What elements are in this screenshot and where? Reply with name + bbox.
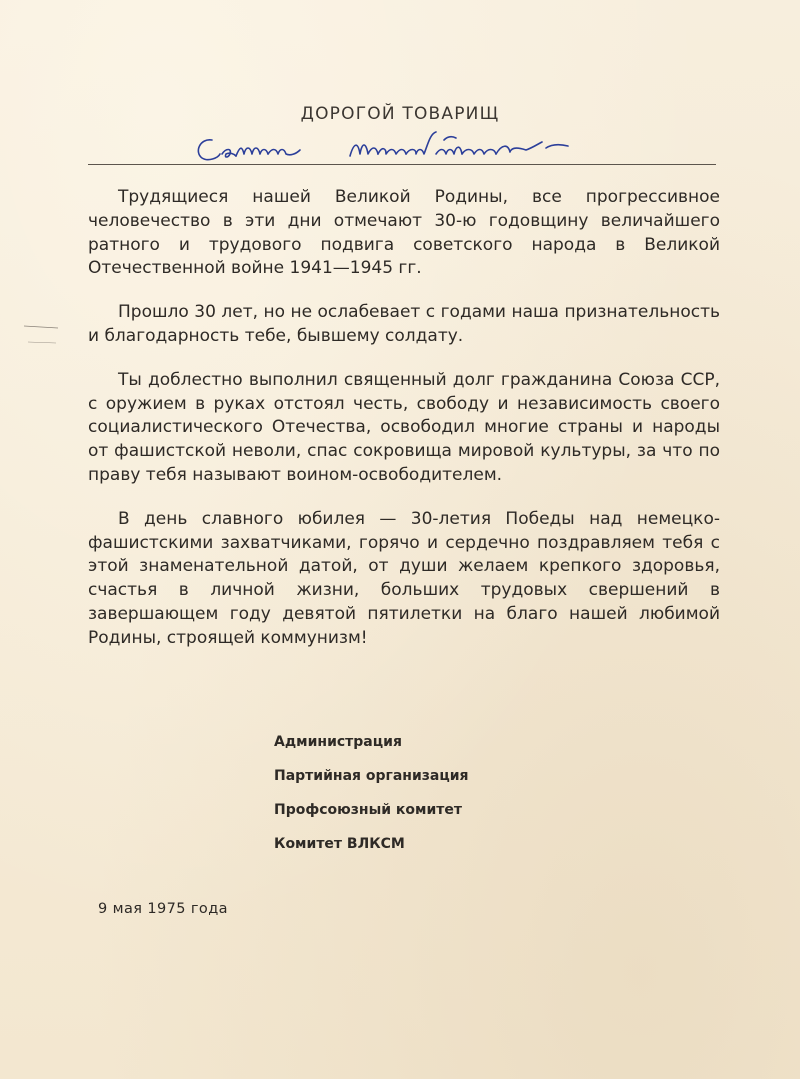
paragraph-2: Прошло 30 лет, но не ослабевает с годами наша признательность и благодарность тебе, бывшему солдату. — [88, 302, 720, 346]
paragraph-3: Ты доблестно выполнил священный долг гражданина Союза ССР, с оружием в руках отстоял честь, свободу и независимость своего социалистического Отечества, освободил многие страны и народы от фашистской неволи, спас сокровища мировой культуры, за что по праву тебя называют воином-освободителем. — [88, 369, 720, 485]
letter-date: 9 мая 1975 года — [98, 901, 228, 917]
signer-komsomol: Комитет ВЛКСМ — [274, 836, 405, 852]
letter-body — [88, 186, 720, 671]
name-underline — [88, 164, 716, 165]
greeting-heading: ДОРОГОЙ ТОВАРИЩ — [300, 104, 500, 124]
signer-administration: Администрация — [274, 734, 402, 750]
pencil-mark — [22, 318, 62, 348]
signer-trade-union: Профсоюзный комитет — [274, 802, 463, 818]
signers-list — [274, 732, 594, 868]
paragraph-4: В день славного юбилея — 30-летия Победы над немецко-фашистскими захватчиками, горячо и сердечно поздравляем тебя с этой знаменательной датой, от души желаем крепкого здоровья, счастья в личной жизни, больших трудовых свершений в завершающем году девятой пятилетки на благо нашей любимой Родины, строящей коммунизм! — [88, 508, 720, 648]
signer-party-organization: Партийная организация — [274, 768, 469, 784]
paragraph-1: Трудящиеся нашей Великой Родины, все прогрессивное человечество в эти дни отмечают 30-ю годовщину величайшего ратного и трудового подвига советского народа в Великой Отечественной войне 1941—1945 гг. — [88, 187, 720, 279]
handwritten-recipient-name — [190, 120, 610, 170]
